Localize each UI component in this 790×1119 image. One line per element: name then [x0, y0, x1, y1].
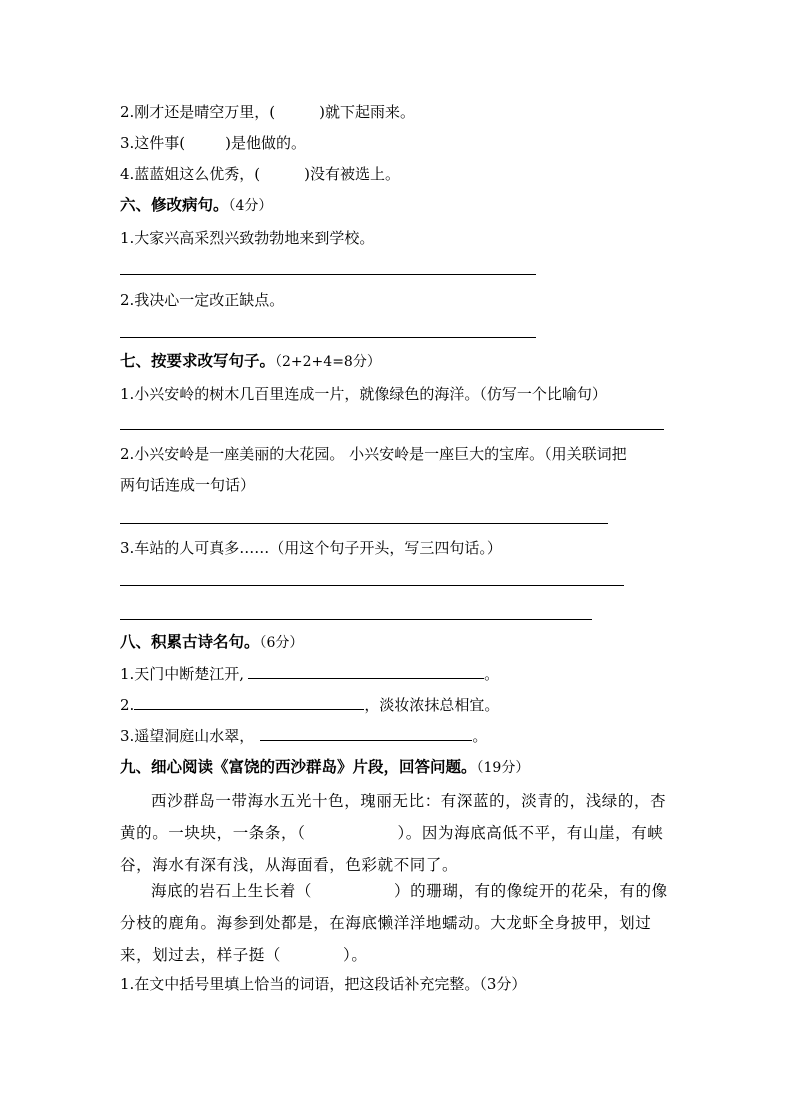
section-title: 八、积累古诗名句。 [120, 632, 260, 651]
s8-question-1 [120, 664, 499, 684]
poem-line-end: ，淡妆浓抹总相宜。 [364, 696, 500, 714]
fill-item-4-after: )没有被选上。 [304, 165, 401, 183]
answer-line[interactable] [120, 585, 624, 586]
s7-question-1: 1.小兴安岭的树木几百里连成一片，就像绿色的海洋。（仿写一个比喻句） [120, 385, 607, 403]
s8-question-3 [120, 726, 487, 746]
s9-question-1: 1.在文中括号里填上恰当的词语，把这段话补充完整。（3分） [120, 975, 527, 993]
poem-line-start: 3.遥望洞庭山水翠， [120, 727, 255, 745]
fill-item-2-before: 2.刚才还是晴空万里，( [120, 103, 276, 121]
s8-question-2 [120, 695, 499, 715]
section-points: （2+2+4=8分） [275, 354, 381, 370]
fill-item-3-after: )是他做的。 [225, 134, 307, 152]
section-7-heading [120, 351, 381, 372]
paragraph-text: ）的珊瑚，有的像绽开的花朵，有的像分枝的鹿角。海参到处都是，在海底懒洋洋地蠕动。大龙虾全身披甲，划过来，划过去，样子挺（ [120, 882, 668, 964]
paragraph-text: ）。 [343, 946, 368, 964]
fill-item-4 [120, 164, 400, 184]
poem-line-end: 。 [472, 727, 488, 745]
fill-item-4-before: 4.蓝蓝姐这么优秀，( [120, 165, 261, 183]
answer-line[interactable] [120, 523, 608, 524]
poem-blank[interactable] [248, 664, 484, 679]
paragraph-text: ）。因为海底高低不平，有山崖，有峡谷，海水有深有浅，从海面看，色彩就不同了。 [120, 824, 664, 874]
section-title: 七、按要求改写句子。 [120, 351, 276, 370]
answer-line[interactable] [120, 274, 536, 275]
s7-question-2-line1: 2.小兴安岭是一座美丽的大花园。 小兴安岭是一座巨大的宝库。（用关联词把 [120, 445, 627, 463]
fill-item-3-before: 3.这件事( [120, 134, 186, 152]
s6-question-1: 1.大家兴高采烈兴致勃勃地来到学校。 [120, 229, 375, 247]
section-9-heading [120, 757, 529, 778]
fill-item-2 [120, 102, 415, 122]
section-title: 六、修改病句。 [120, 195, 229, 214]
section-points: （6分） [259, 635, 304, 651]
poem-line-start: 1.天门中断楚江开, [120, 665, 245, 683]
paragraph-text: 海底的岩石上生长着（ [151, 882, 313, 900]
fill-item-3 [120, 133, 306, 153]
poem-line-start: 2. [120, 696, 135, 714]
section-points: （4分） [228, 198, 273, 214]
answer-line[interactable] [120, 619, 592, 620]
section-8-heading [120, 632, 303, 653]
s6-question-2: 2.我决心一定改正缺点。 [120, 291, 285, 309]
s7-question-2-line2: 两句话连成一句话） [120, 476, 256, 494]
answer-line[interactable] [120, 337, 536, 338]
paragraph-text: 西沙群岛一带海水五光十色，瑰丽无比：有深蓝的，淡青的，浅绿的，杏黄的。一块块，一条条，（ [120, 792, 667, 842]
section-title: 九、细心阅读《富饶的西沙群岛》片段，回答问题。 [120, 757, 477, 776]
section-points: （19分） [476, 760, 530, 776]
reading-paragraph-1 [120, 785, 672, 881]
answer-line[interactable] [120, 429, 664, 430]
s7-question-3: 3.车站的人可真多……（用这个句子开头，写三四句话。） [120, 539, 502, 557]
poem-line-end: 。 [484, 665, 500, 683]
section-6-heading [120, 195, 272, 216]
poem-blank[interactable] [134, 695, 364, 710]
reading-paragraph-2 [120, 875, 672, 971]
poem-blank[interactable] [260, 726, 472, 741]
fill-item-2-after: )就下起雨来。 [319, 103, 416, 121]
